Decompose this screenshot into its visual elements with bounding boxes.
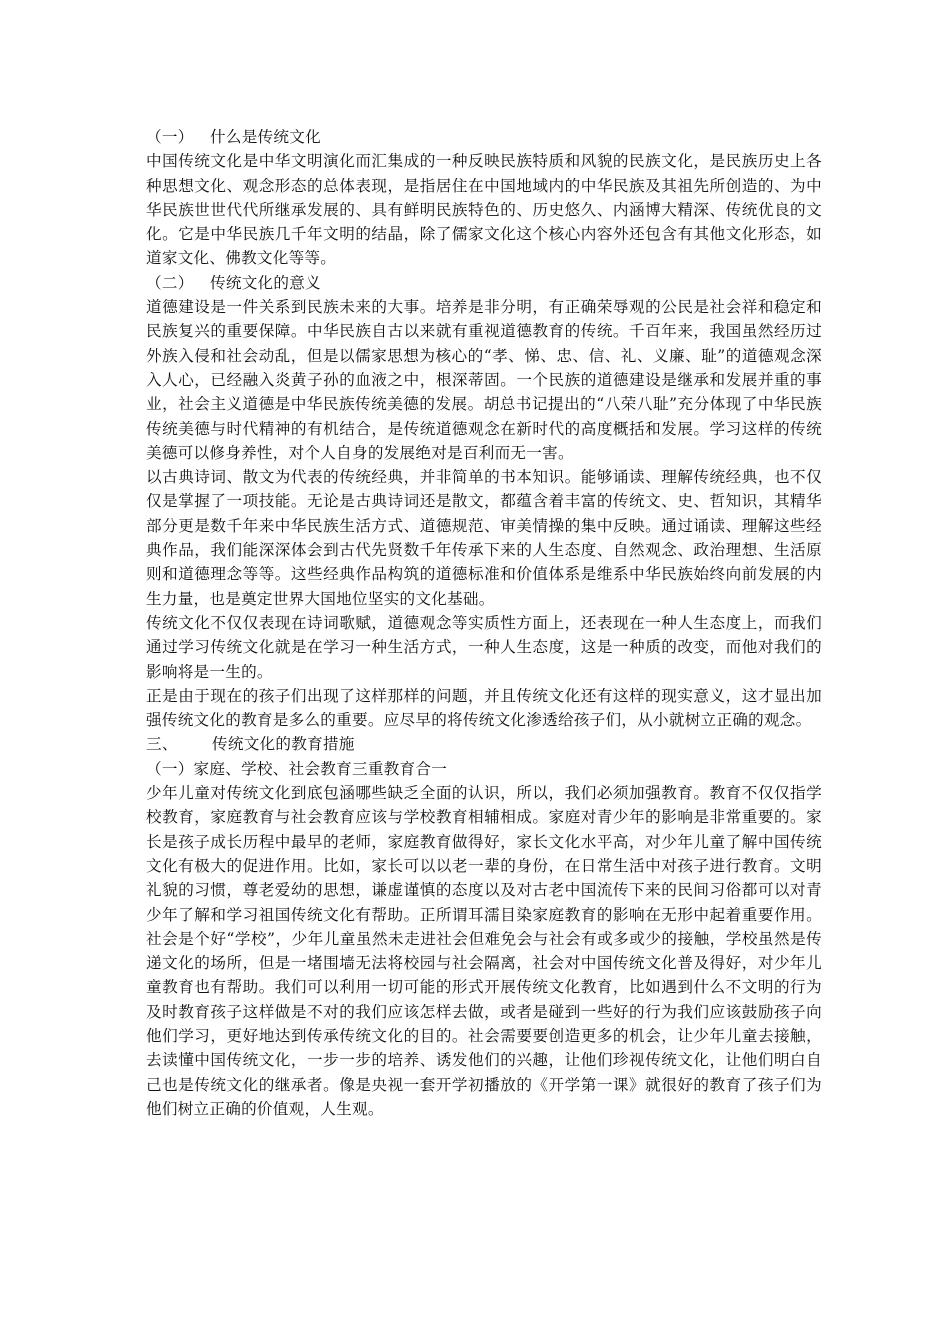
heading-number: （一） [146,128,194,146]
heading-title: 传统文化的意义 [210,273,321,292]
paragraph: 道德建设是一件关系到民族未来的大事。培养是非分明，有正确荣辱观的公民是社会祥和稳定和民族复兴的重要保障。中华民族自古以来就有重视道德教育的传统。千百年来，我国虽然经历过外族入侵和社会动乱，但是以儒家思想为核心的“孝、悌、忠、信、礼、义廉、耻”的道德观念深入人心，已经融入炎黄子孙的血液之中，根深蒂固。一个民族的道德建设是继承和发展并重的事业，社会主义道德是中华民族传统美德的发展。胡总书记提出的“八荣八耻”充分体现了中华民族传统美德与时代精神的有机结合，是传统道德观念在新时代的高度概括和发展。学习这样的传统美德可以修身养性，对个人自身的发展绝对是百利而无一害。 [146,298,822,462]
section-heading [146,732,822,756]
section-heading [146,271,822,295]
paragraph: 中国传统文化是中华文明演化而汇集成的一种反映民族特质和风貌的民族文化，是民族历史上各种思想文化、观念形态的总体表现，是指居住在中国地域内的中华民族及其祖先所创造的、为中华民族世世代代所继承发展的、具有鲜明民族特色的、历史悠久、内涵博大精深、传统优良的文化。它是中华民族几千年文明的结晶，除了儒家文化这个核心内容外还包含有其他文化形态，如道家文化、佛教文化等等。 [146,152,822,268]
paragraph: 少年儿童对传统文化到底包涵哪些缺乏全面的认识，所以，我们必须加强教育。教育不仅仅指学校教育，家庭教育与社会教育应该与学校教育相辅相成。家庭对青少年的影响是非常重要的。家长是孩子成长历程中最早的老师，家庭教育做得好，家长文化水平高，对少年儿童了解中国传统文化有极大的促进作用。比如，家长可以以老一辈的身份，在日常生活中对孩子进行教育。文明礼貌的习惯，尊老爱幼的思想，谦虚谨慎的态度以及对古老中国流传下来的民间习俗都可以对青少年了解和学习祖国传统文化有帮助。正所谓耳濡目染家庭教育的影响在无形中起着重要作用。社会是个好“学校”，少年儿童虽然未走进社会但难免会与社会有或多或少的接触，学校虽然是传递文化的场所，但是一堵围墙无法将校园与社会隔离，社会对中国传统文化普及得好，对少年儿童教育也有帮助。我们可以利用一切可能的形式开展传统文化教育，比如遇到什么不文明的行为及时教育孩子这样做是不对的我们应该怎样去做，或者是碰到一些好的行为我们应该鼓励孩子向他们学习，更好地达到传承传统文化的目的。社会需要要创造更多的机会，让少年儿童去接触，去读懂中国传统文化，一步一步的培养、诱发他们的兴趣，让他们珍视传统文化，让他们明白自己也是传统文化的继承者。像是央视一套开学初播放的《开学第一课》就很好的教育了孩子们为他们树立正确的价值观，人生观。 [146,784,822,1118]
heading-title: 什么是传统文化 [210,128,321,146]
heading-number: 三、 [146,735,178,754]
heading-title: 传统文化的教育措施 [212,735,355,754]
document-body [146,125,822,1121]
section-heading [146,125,822,149]
paragraph: 以古典诗词、散文为代表的传统经典，并非简单的书本知识。能够诵读、理解传统经典，也不仅仅是掌握了一项技能。无论是古典诗词还是散文，都蕴含着丰富的传统文、史、哲知识，其精华部分更是数千年来中华民族生活方式、道德规范、审美情操的集中反映。通过诵读、理解这些经典作品，我们能深深体会到古代先贤数千年传承下来的人生态度、自然观念、政治理想、生活原则和道德理念等等。这些经典作品构筑的道德标准和价值体系是维系中华民族始终向前发展的内生力量，也是奠定世界大国地位坚实的文化基础。 [146,468,822,608]
heading-number: （二） [146,273,194,292]
section-heading [146,757,822,781]
paragraph: 正是由于现在的孩子们出现了这样那样的问题，并且传统文化还有这样的现实意义，这才显出加强传统文化的教育是多么的重要。应尽早的将传统文化渗透给孩子们，从小就树立正确的观念。 [146,686,822,730]
paragraph: 传统文化不仅仅表现在诗词歌赋，道德观念等实质性方面上，还表现在一种人生态度上，而我们通过学习传统文化就是在学习一种生活方式，一种人生态度，这是一种质的改变，而他对我们的影响将是一生的。 [146,613,822,681]
heading-title: 家庭、学校、社会教育三重教育合一 [193,759,448,778]
heading-number: （一） [146,759,194,778]
